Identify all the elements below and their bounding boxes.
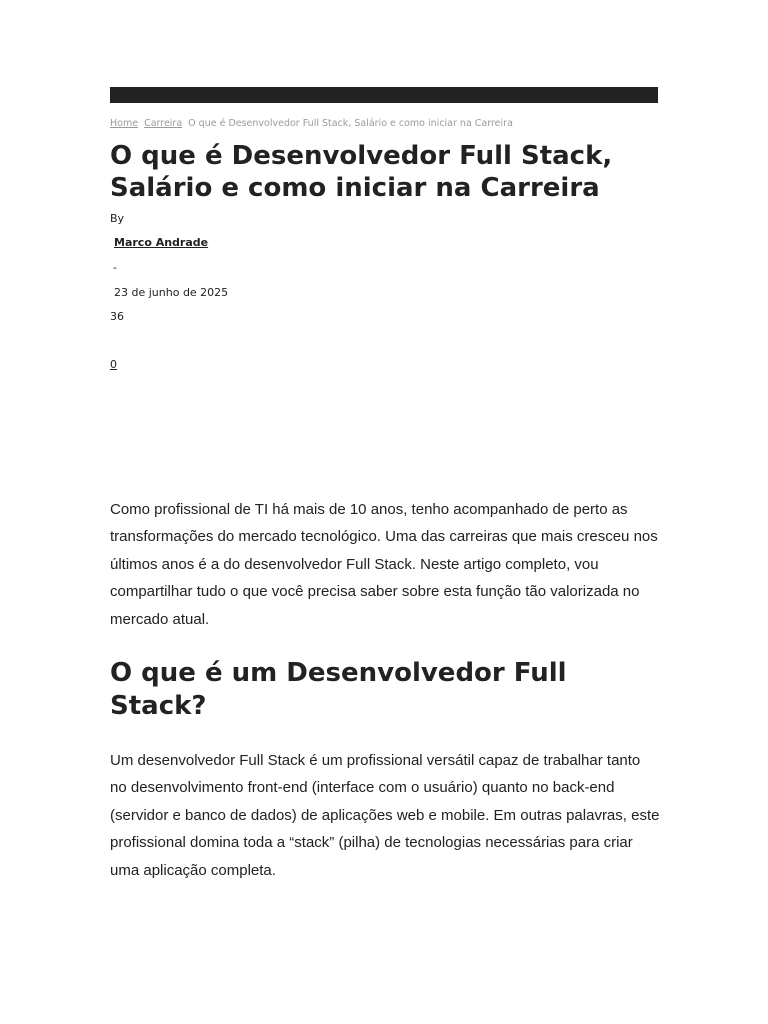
breadcrumb-home-link[interactable]: Home [110, 118, 139, 129]
breadcrumb [110, 117, 513, 131]
publish-date: 23 de junho de 2025 [114, 286, 229, 299]
section-heading: O que é um Desenvolvedor Full Stack? [110, 658, 567, 721]
byline-label: By [110, 212, 125, 225]
breadcrumb-current: O que é Desenvolvedor Full Stack, Salário e como iniciar na Carreira [188, 118, 513, 129]
article-paragraph: Como profissional de TI há mais de 10 anos, tenho acompanhado de perto as transformações do mercado tecnológico. Uma das carreiras que mais cresceu nos últimos anos é a do desenvolvedor Full Stack. Neste artigo completo, vou compartilhar tudo o que você precisa saber sobre esta função tão valorizada no mercado atual. [110, 501, 658, 628]
breadcrumb-category-link[interactable]: Carreira [144, 118, 183, 129]
author-link[interactable]: Marco Andrade [114, 236, 209, 249]
article-paragraph: Um desenvolvedor Full Stack é um profissional versátil capaz de trabalhar tanto no desenvolvimento front-end (interface com o usuário) quanto no back-end (servidor e banco de dados) de aplicações web e mobile. Em outras palavras, este profissional domina toda a “stack” (pilha) de tecnologias necessárias para criar uma aplicação completa. [110, 752, 660, 879]
page-title: O que é Desenvolvedor Full Stack, Salário e como iniciar na Carreira [110, 141, 613, 203]
view-count: 36 [110, 310, 124, 323]
header-bar [110, 87, 658, 103]
meta-separator: - [113, 261, 117, 274]
comment-count-link[interactable]: 0 [110, 358, 117, 371]
